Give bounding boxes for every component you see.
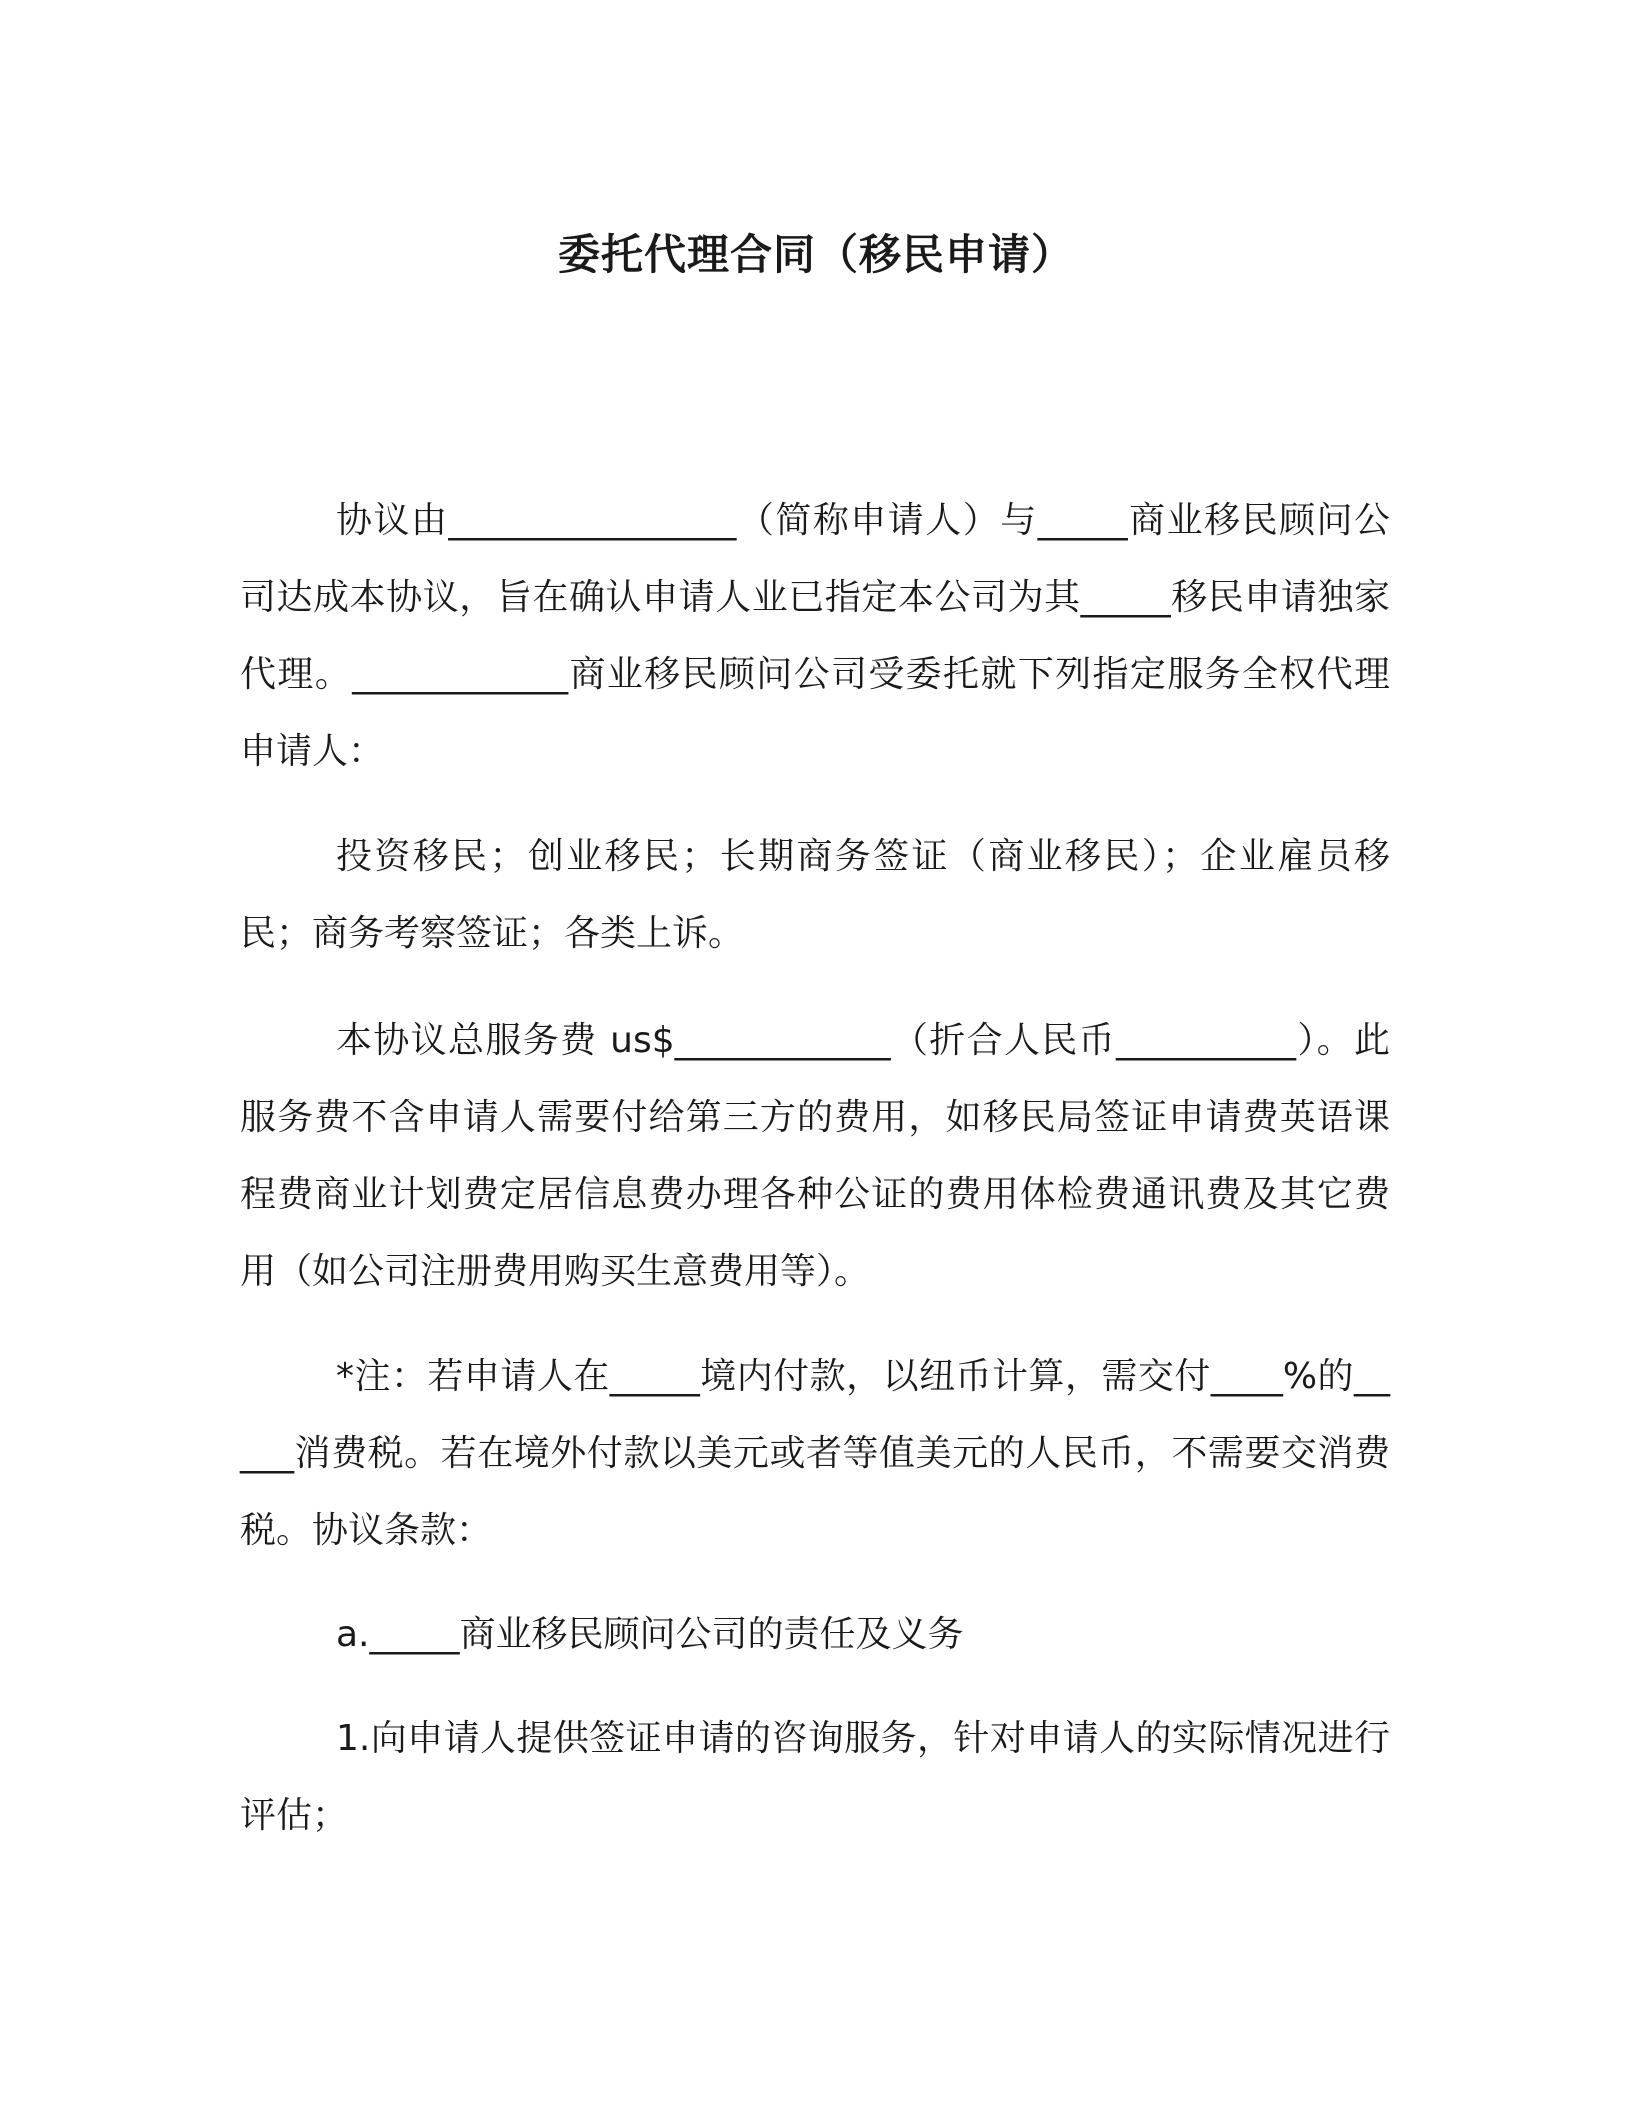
paragraph-tax-note: *注：若申请人在_____境内付款，以纽币计算，需交付____%的_____消费税。若在境外付款以美元或者等值美元的人民币，不需要交消费税。协议条款： xyxy=(240,1356,1390,1551)
clause-item-1: 1.向申请人提供签证申请的咨询服务，针对申请人的实际情况进行评估； xyxy=(240,1718,1390,1836)
section-heading-company-duties: a._____商业移民顾问公司的责任及义务 xyxy=(336,1614,964,1655)
paragraph-service-fee: 本协议总服务费 us$____________（折合人民币__________）。此服务费不含申请人需要付给第三方的费用，如移民局签证申请费英语课程费商业计划费定居信息费办理各种公证的费用体检费通讯费及其它费用（如公司注册费用购买生意费用等）。 xyxy=(240,1020,1390,1292)
document-title: 委托代理合同（移民申请） xyxy=(557,230,1074,279)
paragraph-service-types: 投资移民；创业移民；长期商务签证（商业移民）；企业雇员移民；商务考察签证；各类上诉。 xyxy=(240,836,1390,954)
paragraph-agreement-parties: 协议由________________（简称申请人）与_____商业移民顾问公司达成本协议，旨在确认申请人业已指定本公司为其_____移民申请独家代理。____________商业移民顾问公司受委托就下列指定服务全权代理申请人： xyxy=(240,500,1390,772)
